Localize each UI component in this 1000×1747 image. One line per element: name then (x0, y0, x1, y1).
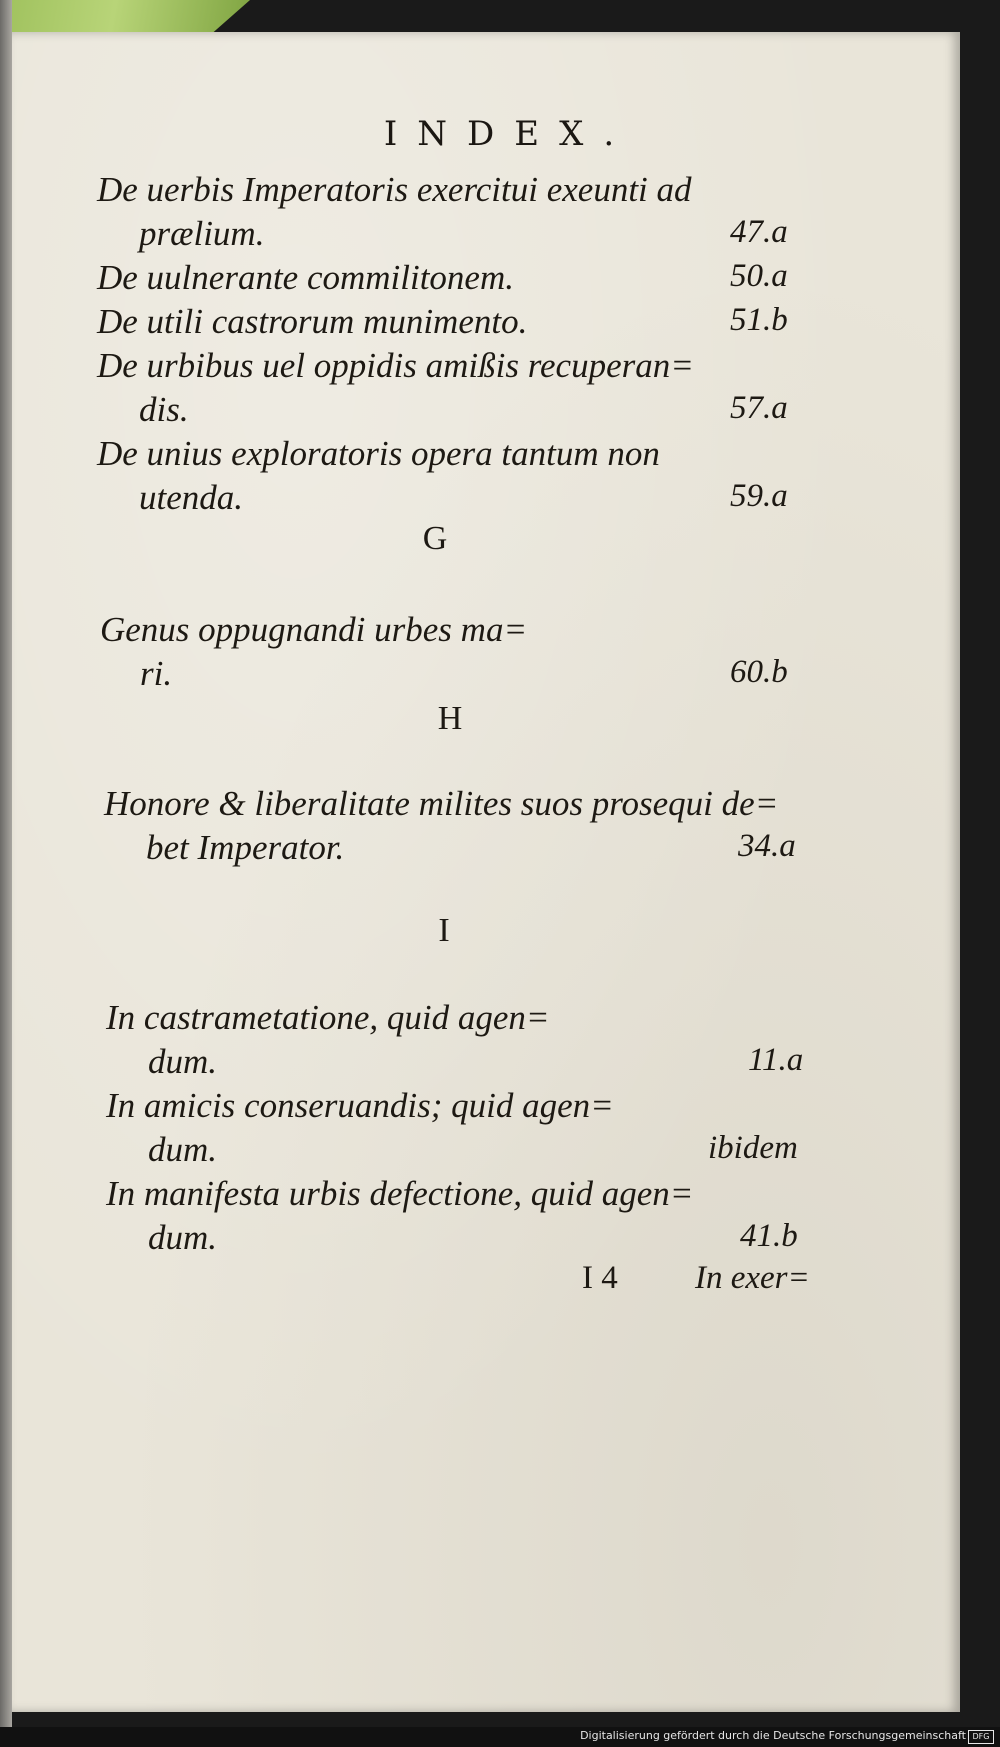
entry-line: De uulnerante commilitonem. (97, 258, 514, 297)
entry-line: Genus oppugnandi urbes ma= (100, 610, 528, 649)
page-edge (0, 0, 12, 1747)
entry-page-number: 60.b (730, 654, 788, 690)
entry-line: dum. (148, 1130, 218, 1169)
entry-page-number: 51.b (730, 302, 788, 338)
entry-page-number: 47.a (730, 214, 788, 250)
entry-page-number: 57.a (730, 390, 788, 426)
entry-line: In manifesta urbis defectione, quid agen= (106, 1174, 694, 1213)
entry-line: bet Imperator. (146, 828, 345, 867)
entry-line: De utili castrorum munimento. (97, 302, 528, 341)
entry-line: De uerbis Imperatoris exercitui exeunti ad (97, 170, 692, 209)
entry-line: dis. (139, 390, 189, 429)
page-title: INDEX. (383, 114, 635, 154)
entry-page-number: 41.b (740, 1218, 798, 1254)
section-letter: I (438, 912, 450, 949)
page-content (12, 32, 960, 1712)
entry-line: dum. (148, 1042, 218, 1081)
entry-line: De unius exploratoris opera tantum non (97, 434, 660, 473)
entry-line: In amicis conseruandis; quid agen= (106, 1086, 614, 1125)
entry-page-number: 34.a (738, 828, 796, 864)
entry-line: In castrametatione, quid agen= (106, 998, 550, 1037)
section-letter: H (437, 700, 463, 737)
credit-text: Digitalisierung gefördert durch die Deutsche Forschungsgemeinschaft (580, 1729, 966, 1742)
entry-page-number: ibidem (708, 1130, 798, 1166)
entry-page-number: 11.a (748, 1042, 804, 1078)
book-page (12, 32, 960, 1712)
entry-line: prælium. (139, 214, 265, 253)
section-letter: G (422, 520, 448, 557)
entry-line: dum. (148, 1218, 218, 1257)
dfg-logo: DFG (968, 1730, 994, 1744)
entry-page-number: 50.a (730, 258, 788, 294)
entry-line: utenda. (139, 478, 244, 517)
entry-page-number: 59.a (730, 478, 788, 514)
signature-mark: I 4 (582, 1260, 618, 1296)
entry-line: De urbibus uel oppidis amißis recuperan= (97, 346, 694, 385)
catchword: In exer= (695, 1260, 810, 1296)
entry-line: ri. (140, 654, 173, 693)
entry-line: Honore & liberalitate milites suos prosequi de= (104, 784, 779, 823)
